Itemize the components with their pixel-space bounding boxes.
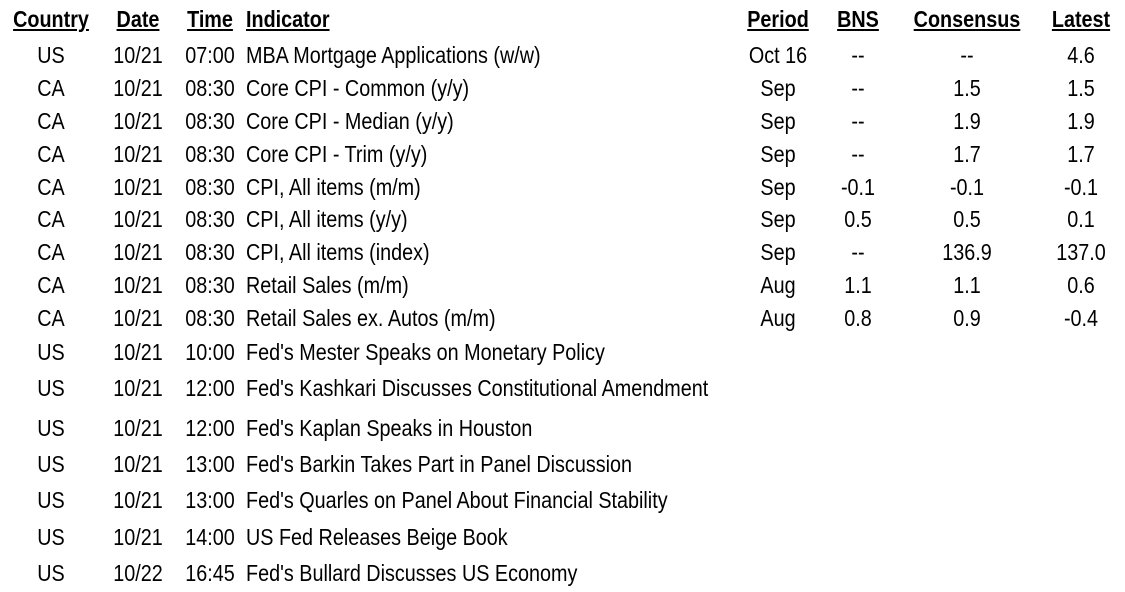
cell-time: 08:30 (185, 206, 235, 232)
cell-time: 08:30 (185, 141, 235, 167)
cell-period: Sep (760, 174, 796, 200)
cell-latest: 1.9 (1067, 108, 1095, 134)
cell-latest: 4.6 (1067, 42, 1095, 68)
cell-time: 12:00 (185, 415, 235, 441)
cell-date: 10/21 (113, 75, 163, 101)
cell-country: US (37, 42, 65, 68)
header-consensus: Consensus (913, 6, 1021, 32)
cell-country: CA (37, 272, 65, 298)
cell-period: Sep (760, 206, 796, 232)
cell-date: 10/21 (113, 451, 163, 477)
cell-time: 08:30 (185, 75, 235, 101)
cell-indicator: MBA Mortgage Applications (w/w) (246, 42, 541, 68)
cell-bns: -0.1 (840, 174, 876, 200)
cell-indicator: Fed's Quarles on Panel About Financial Stability (246, 487, 668, 513)
cell-period: Aug (760, 272, 796, 298)
cell-latest: 0.1 (1067, 206, 1095, 232)
cell-latest: 137.0 (1056, 239, 1106, 265)
cell-date: 10/21 (113, 524, 163, 550)
cell-time: 08:30 (185, 108, 235, 134)
cell-period: Sep (760, 75, 796, 101)
header-country: Country (13, 6, 89, 32)
cell-time: 07:00 (185, 42, 235, 68)
cell-date: 10/21 (113, 487, 163, 513)
cell-country: US (37, 415, 65, 441)
cell-country: CA (37, 174, 65, 200)
cell-indicator: Retail Sales ex. Autos (m/m) (246, 305, 496, 331)
cell-latest: -0.4 (1063, 305, 1099, 331)
cell-consensus: 136.9 (942, 239, 992, 265)
cell-consensus: -0.1 (949, 174, 985, 200)
cell-time: 14:00 (185, 524, 235, 550)
cell-bns: -- (851, 239, 865, 265)
cell-bns: -- (851, 75, 865, 101)
cell-country: US (37, 451, 65, 477)
header-period: Period (747, 6, 809, 32)
cell-date: 10/21 (113, 305, 163, 331)
cell-period: Oct 16 (748, 42, 808, 68)
cell-consensus: 1.9 (953, 108, 981, 134)
cell-country: US (37, 487, 65, 513)
cell-indicator: Core CPI - Median (y/y) (246, 108, 454, 134)
cell-period: Aug (760, 305, 796, 331)
cell-latest: 0.6 (1067, 272, 1095, 298)
header-indicator: Indicator (246, 6, 330, 32)
cell-country: CA (37, 141, 65, 167)
cell-indicator: Fed's Mester Speaks on Monetary Policy (246, 339, 605, 365)
cell-country: US (37, 339, 65, 365)
header-bns: BNS (837, 6, 879, 32)
cell-bns: 0.8 (844, 305, 872, 331)
cell-date: 10/21 (113, 375, 163, 401)
header-time: Time (187, 6, 233, 32)
cell-time: 08:30 (185, 174, 235, 200)
cell-period: Sep (760, 239, 796, 265)
cell-date: 10/21 (113, 415, 163, 441)
cell-country: US (37, 560, 65, 586)
cell-indicator: Fed's Kashkari Discusses Constitutional Amendment (246, 375, 709, 401)
cell-consensus: 0.9 (953, 305, 981, 331)
cell-date: 10/21 (113, 272, 163, 298)
cell-indicator: US Fed Releases Beige Book (246, 524, 508, 550)
cell-period: Sep (760, 108, 796, 134)
cell-indicator: Retail Sales (m/m) (246, 272, 409, 298)
cell-country: CA (37, 239, 65, 265)
cell-time: 16:45 (185, 560, 235, 586)
cell-country: CA (37, 305, 65, 331)
cell-country: US (37, 375, 65, 401)
cell-country: CA (37, 108, 65, 134)
cell-time: 13:00 (185, 487, 235, 513)
cell-consensus: 1.7 (953, 141, 981, 167)
header-date: Date (116, 6, 160, 32)
cell-date: 10/21 (113, 339, 163, 365)
cell-time: 08:30 (185, 272, 235, 298)
cell-bns: -- (851, 141, 865, 167)
cell-country: US (37, 524, 65, 550)
cell-date: 10/22 (113, 560, 163, 586)
cell-indicator: Fed's Bullard Discusses US Economy (246, 560, 578, 586)
cell-time: 08:30 (185, 305, 235, 331)
cell-date: 10/21 (113, 42, 163, 68)
cell-latest: 1.5 (1067, 75, 1095, 101)
cell-bns: -- (851, 42, 865, 68)
cell-country: CA (37, 75, 65, 101)
cell-date: 10/21 (113, 174, 163, 200)
cell-consensus: 1.1 (953, 272, 981, 298)
cell-latest: 1.7 (1067, 141, 1095, 167)
cell-period: Sep (760, 141, 796, 167)
cell-indicator: CPI, All items (index) (246, 239, 430, 265)
cell-latest: -0.1 (1063, 174, 1099, 200)
cell-time: 10:00 (185, 339, 235, 365)
cell-indicator: CPI, All items (y/y) (246, 206, 408, 232)
cell-consensus: 0.5 (953, 206, 981, 232)
cell-date: 10/21 (113, 108, 163, 134)
cell-date: 10/21 (113, 141, 163, 167)
cell-time: 12:00 (185, 375, 235, 401)
cell-indicator: CPI, All items (m/m) (246, 174, 421, 200)
cell-indicator: Core CPI - Common (y/y) (246, 75, 470, 101)
cell-bns: 1.1 (844, 272, 872, 298)
cell-date: 10/21 (113, 239, 163, 265)
cell-bns: 0.5 (844, 206, 872, 232)
cell-indicator: Core CPI - Trim (y/y) (246, 141, 428, 167)
header-latest: Latest (1051, 6, 1111, 32)
cell-consensus: 1.5 (953, 75, 981, 101)
cell-consensus: -- (960, 42, 974, 68)
cell-bns: -- (851, 108, 865, 134)
cell-time: 08:30 (185, 239, 235, 265)
cell-country: CA (37, 206, 65, 232)
cell-indicator: Fed's Barkin Takes Part in Panel Discussion (246, 451, 633, 477)
cell-indicator: Fed's Kaplan Speaks in Houston (246, 415, 533, 441)
cell-time: 13:00 (185, 451, 235, 477)
cell-date: 10/21 (113, 206, 163, 232)
